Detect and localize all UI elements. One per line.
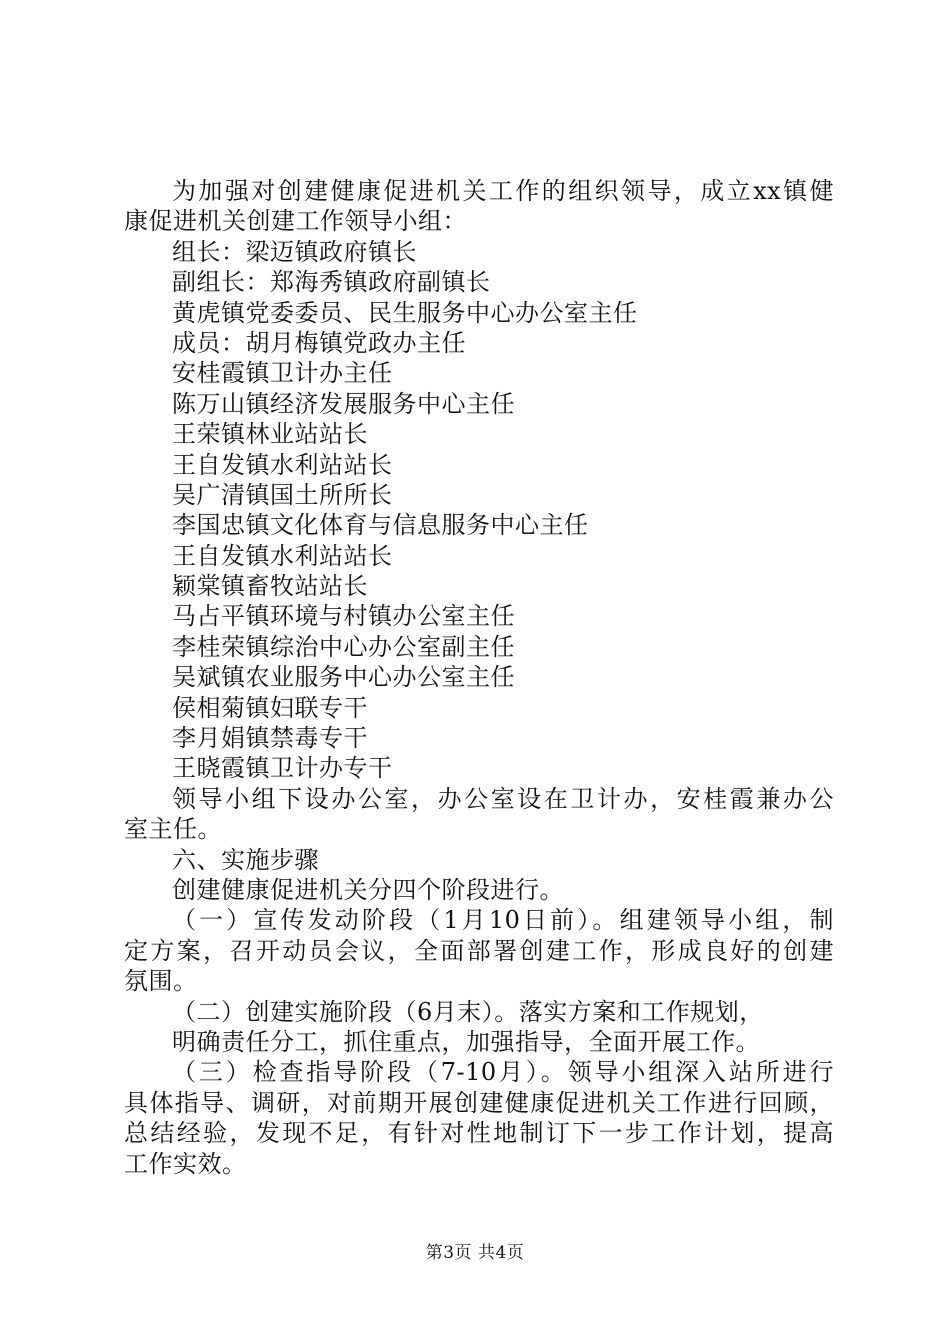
body-text-line: 创建健康促进机关分四个阶段进行。 bbox=[172, 875, 564, 904]
document-body bbox=[124, 176, 834, 1179]
body-text-line: 组长：梁迈镇政府镇长 bbox=[172, 237, 417, 266]
body-text-line: 室主任。 bbox=[124, 815, 222, 844]
body-text-line: 工作实效。 bbox=[124, 1149, 247, 1178]
body-text-line: 王自发镇水利站站长 bbox=[172, 541, 393, 570]
body-text-line: 为加强对创建健康促进机关工作的组织领导，成立xx镇健 bbox=[172, 177, 834, 205]
body-text-line: 安桂霞镇卫计办主任 bbox=[172, 359, 393, 388]
body-text-line: 吴广清镇国土所所长 bbox=[172, 480, 393, 509]
body-text-line: 马占平镇环境与村镇办公室主任 bbox=[172, 602, 515, 631]
body-text-line: 王自发镇水利站站长 bbox=[172, 450, 393, 479]
body-text-line: （一）宣传发动阶段（1月10日前）。组建领导小组，制 bbox=[172, 906, 834, 935]
body-text-line: 侯相菊镇妇联专干 bbox=[172, 693, 368, 722]
body-text-line: 黄虎镇党委委员、民生服务中心办公室主任 bbox=[172, 298, 638, 327]
body-text-line: 六、实施步骤 bbox=[172, 845, 319, 874]
body-text-line: （三）检查指导阶段（7-10月）。领导小组深入站所进行 bbox=[172, 1058, 834, 1087]
page-footer: 第3页 共4页 bbox=[425, 1243, 525, 1263]
body-text-line: （二）创建实施阶段（6月末）。落实方案和工作规划， bbox=[172, 997, 764, 1026]
body-text-line: 副组长：郑海秀镇政府副镇长 bbox=[172, 268, 491, 297]
body-text-line: 李月娟镇禁毒专干 bbox=[172, 724, 368, 753]
body-text-line: 吴斌镇农业服务中心办公室主任 bbox=[172, 663, 515, 692]
body-text-line: 定方案，召开动员会议，全面部署创建工作，形成良好的创建 bbox=[124, 936, 834, 965]
body-text-line: 成员：胡月梅镇党政办主任 bbox=[172, 328, 466, 357]
body-text-line: 领导小组下设办公室，办公室设在卫计办，安桂霞兼办公 bbox=[172, 784, 834, 813]
body-text-line: 氛围。 bbox=[124, 967, 198, 996]
body-text-line: 李桂荣镇综治中心办公室副主任 bbox=[172, 632, 515, 661]
body-text-line: 具体指导、调研，对前期开展创建健康促进机关工作进行回顾， bbox=[124, 1088, 834, 1117]
body-text-line: 陈万山镇经济发展服务中心主任 bbox=[172, 389, 515, 418]
body-text-line: 王晓霞镇卫计办专干 bbox=[172, 754, 393, 783]
body-text-line: 康促进机关创建工作领导小组： bbox=[124, 207, 467, 236]
body-text-line: 明确责任分工，抓住重点，加强指导，全面开展工作。 bbox=[172, 1027, 760, 1056]
body-text-line: 李国忠镇文化体育与信息服务中心主任 bbox=[172, 511, 589, 540]
body-text-line: 王荣镇林业站站长 bbox=[172, 420, 368, 449]
body-text-line: 总结经验，发现不足，有针对性地制订下一步工作计划，提高 bbox=[124, 1119, 834, 1148]
body-text-line: 颖棠镇畜牧站站长 bbox=[172, 572, 368, 601]
